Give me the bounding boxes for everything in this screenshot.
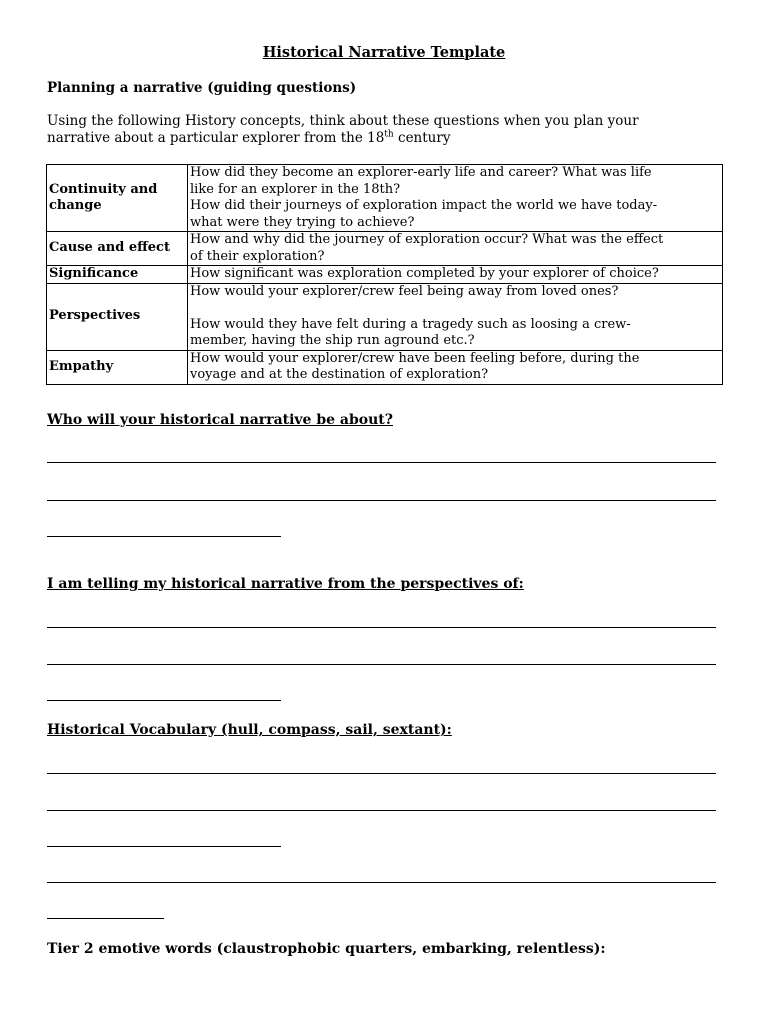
question-line: voyage and at the destination of exploration?: [190, 367, 489, 382]
concept-cell: Continuity and change: [47, 165, 188, 232]
question-cell: [188, 165, 723, 232]
question-line: How significant was exploration completed by your explorer of choice?: [190, 266, 659, 281]
table-row: [47, 232, 723, 266]
blank-line-gap: [190, 300, 720, 317]
document-title: Historical Narrative Template: [262, 44, 506, 61]
answer-line-perspective-1[interactable]: [47, 627, 716, 628]
question-line: member, having the ship run aground etc.?: [190, 333, 475, 348]
tier2-heading: Tier 2 emotive words (claustrophobic quarters, embarking, relentless):: [47, 941, 606, 957]
answer-line-vocab-4[interactable]: [47, 882, 716, 883]
planning-subheading: Planning a narrative (guiding questions): [47, 80, 357, 96]
question-line: like for an explorer in the 18th?: [190, 181, 401, 197]
concept-cell: Significance: [47, 266, 188, 284]
answer-line-vocab-5[interactable]: [47, 918, 164, 919]
intro-paragraph: [47, 113, 727, 147]
question-cell: [188, 350, 723, 384]
answer-line-who-2[interactable]: [47, 500, 716, 501]
table-row: [47, 350, 723, 384]
question-cell: [188, 232, 723, 266]
question-line: How would your explorer/crew feel being away from loved ones?: [190, 283, 619, 299]
answer-line-perspective-3[interactable]: [47, 700, 281, 701]
question-line: of their exploration?: [190, 248, 325, 264]
question-cell: [188, 283, 723, 350]
who-heading: Who will your historical narrative be about?: [47, 412, 393, 428]
table-row: [47, 266, 723, 284]
intro-line-1: Using the following History concepts, think about these questions when you plan your: [47, 113, 639, 129]
question-cell: [188, 266, 723, 284]
question-line: How and why did the journey of exploration occur? What was the effect: [190, 232, 664, 247]
table-row: [47, 283, 723, 350]
answer-line-perspective-2[interactable]: [47, 664, 716, 665]
question-line: How did they become an explorer-early life and career? What was life: [190, 165, 652, 180]
answer-line-vocab-3[interactable]: [47, 846, 281, 847]
answer-line-who-3[interactable]: [47, 536, 281, 537]
question-line: How did their journeys of exploration impact the world we have today-: [190, 198, 658, 213]
question-line: How would they have felt during a tragedy such as loosing a crew-: [190, 316, 631, 332]
question-line: How would your explorer/crew have been feeling before, during the: [190, 350, 640, 366]
answer-line-vocab-1[interactable]: [47, 773, 716, 774]
question-line: what were they trying to achieve?: [190, 214, 415, 230]
history-concepts-table: [46, 164, 723, 385]
concept-cell: Empathy: [47, 350, 188, 384]
concept-cell: Perspectives: [47, 283, 188, 350]
perspective-heading: I am telling my historical narrative from the perspectives of:: [47, 576, 524, 592]
intro-superscript: th: [384, 129, 394, 140]
intro-line-2-text: narrative about a particular explorer from the 18: [47, 130, 385, 146]
concept-cell: Cause and effect: [47, 232, 188, 266]
intro-line-2-end: century: [393, 130, 451, 146]
answer-line-vocab-2[interactable]: [47, 810, 716, 811]
intro-line-2: [47, 130, 727, 147]
vocabulary-heading: Historical Vocabulary (hull, compass, sail, sextant):: [47, 722, 452, 738]
table-row: [47, 165, 723, 232]
answer-line-who-1[interactable]: [47, 462, 716, 463]
